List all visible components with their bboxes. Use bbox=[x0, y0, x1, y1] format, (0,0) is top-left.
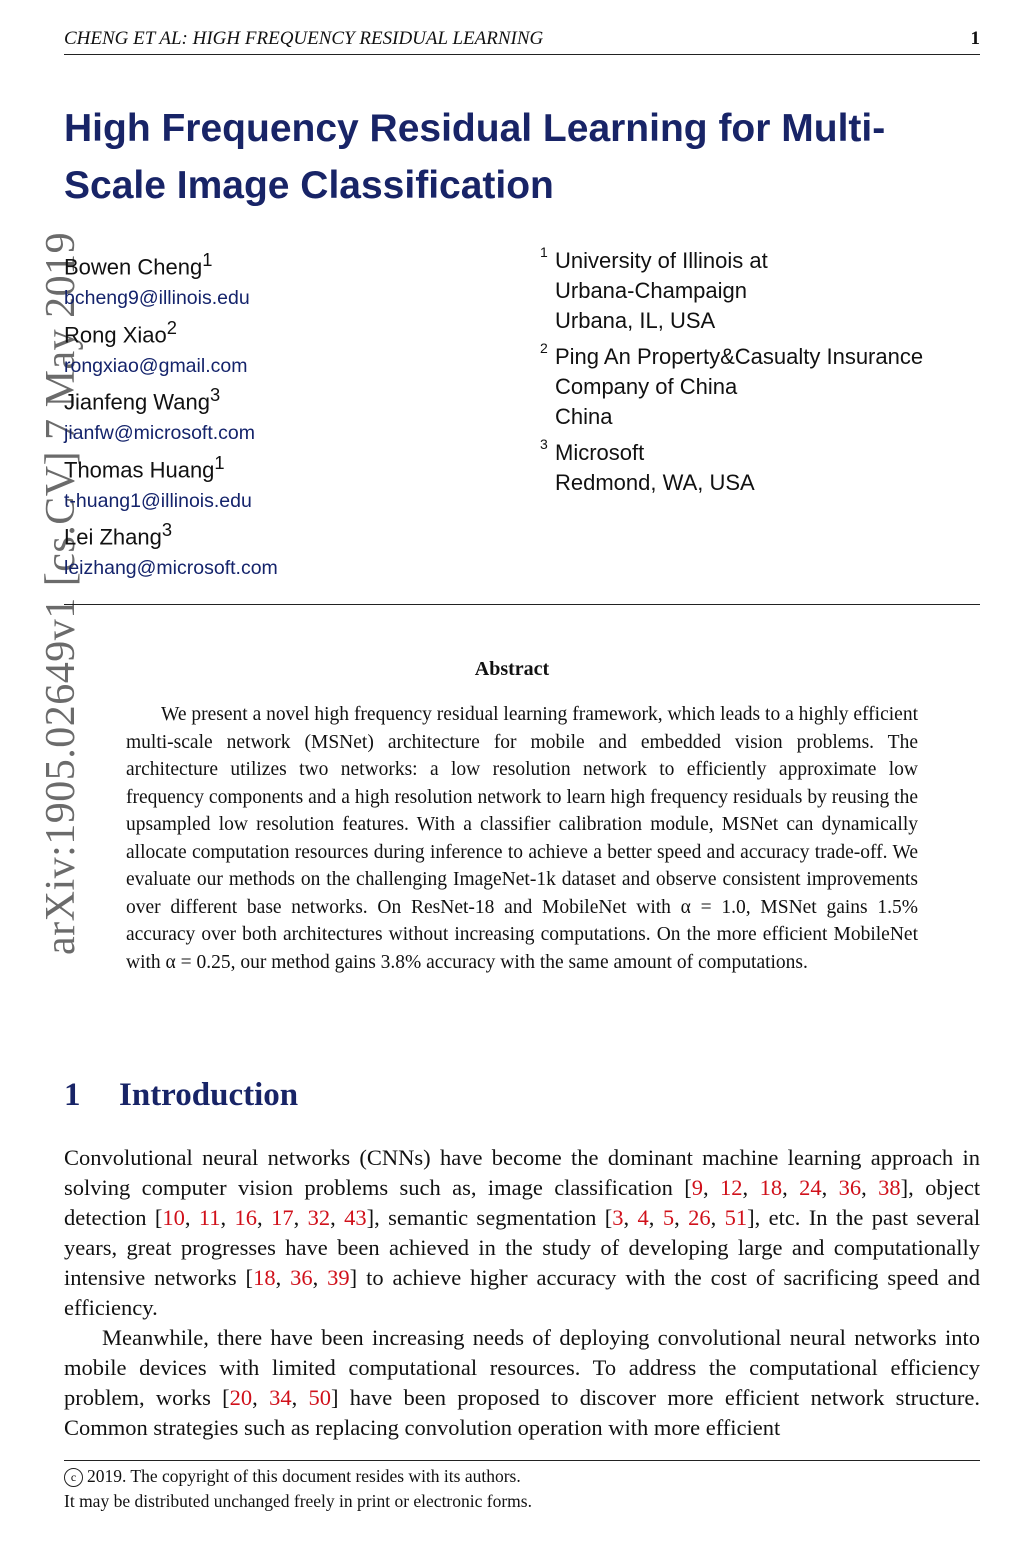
body-text: , bbox=[623, 1205, 638, 1230]
author-entry bbox=[64, 379, 504, 447]
author-name-line bbox=[64, 447, 504, 486]
body-text: , bbox=[861, 1175, 879, 1200]
author-entry bbox=[64, 447, 504, 515]
body-text: ] have been proposed to discover more efficient network structure. Common strategies such as replacing convolution operation with more efficient bbox=[64, 1385, 980, 1440]
footnote-line-2: It may be distributed unchanged freely in print or electronic forms. bbox=[64, 1491, 532, 1511]
author-name: Thomas Huang bbox=[64, 456, 215, 482]
body-text: , bbox=[703, 1175, 721, 1200]
citation-link[interactable]: 26 bbox=[688, 1205, 711, 1230]
affiliation-line: Ping An Property&Casualty Insurance bbox=[555, 344, 924, 369]
citation-link[interactable]: 16 bbox=[234, 1205, 258, 1230]
citation-link[interactable]: 10 bbox=[162, 1205, 185, 1230]
author-entry bbox=[64, 514, 504, 582]
body-text: , bbox=[252, 1385, 270, 1410]
body-text: , bbox=[821, 1175, 839, 1200]
citation-link[interactable]: 18 bbox=[253, 1265, 276, 1290]
paper-title: High Frequency Residual Learning for Multi-Scale Image Classification bbox=[64, 107, 886, 207]
body-text: , bbox=[291, 1385, 309, 1410]
citation-link[interactable]: 12 bbox=[720, 1175, 743, 1200]
author-email[interactable]: bcheng9@illinois.edu bbox=[64, 287, 250, 310]
copyright-footnote bbox=[64, 1464, 532, 1514]
citation-link[interactable]: 20 bbox=[229, 1385, 253, 1410]
citation-link[interactable]: 24 bbox=[799, 1175, 822, 1200]
body-text: , bbox=[782, 1175, 800, 1200]
affiliation-list bbox=[540, 246, 1010, 504]
citation-link[interactable]: 38 bbox=[878, 1175, 901, 1200]
citation-link[interactable]: 9 bbox=[691, 1175, 704, 1200]
affiliation-line: China bbox=[555, 404, 613, 429]
author-entry bbox=[64, 244, 504, 312]
body-text: , bbox=[710, 1205, 725, 1230]
page-number: 1 bbox=[970, 28, 980, 49]
body-text: , bbox=[293, 1205, 308, 1230]
citation-link[interactable]: 3 bbox=[612, 1205, 624, 1230]
author-name: Bowen Cheng bbox=[64, 254, 203, 280]
body-text: , bbox=[674, 1205, 689, 1230]
citation-link[interactable]: 5 bbox=[662, 1205, 675, 1230]
section-title: Introduction bbox=[119, 1077, 299, 1113]
body-text: ], object detection [ bbox=[64, 1175, 981, 1230]
citation-link[interactable]: 11 bbox=[198, 1205, 221, 1230]
author-name-line bbox=[64, 244, 504, 283]
author-email[interactable]: t-huang1@illinois.edu bbox=[64, 489, 252, 512]
section-heading bbox=[64, 1077, 298, 1114]
author-name: Rong Xiao bbox=[64, 321, 167, 347]
body-text: , bbox=[220, 1205, 235, 1230]
affiliation-marker: 1 bbox=[540, 244, 548, 260]
section-number: 1 bbox=[64, 1077, 81, 1113]
affiliation bbox=[540, 438, 1010, 498]
body-text: Convolutional neural networks (CNNs) have become the dominant machine learning approach in solving computer vision problems such as, image classification [ bbox=[64, 1145, 980, 1200]
author-list bbox=[64, 244, 504, 582]
abstract-heading: Abstract bbox=[474, 658, 550, 680]
body-paragraph bbox=[64, 1143, 980, 1323]
title-divider bbox=[64, 604, 980, 605]
copyright-icon: c bbox=[64, 1468, 83, 1487]
citation-link[interactable]: 34 bbox=[269, 1385, 292, 1410]
footnote-line-1: 2019. The copyright of this document resides with its authors. bbox=[87, 1466, 521, 1486]
citation-link[interactable]: 36 bbox=[838, 1175, 862, 1200]
body-text: , bbox=[184, 1205, 199, 1230]
introduction-body bbox=[64, 1143, 980, 1443]
affiliation-line: Microsoft bbox=[555, 440, 645, 465]
citation-link[interactable]: 17 bbox=[271, 1205, 294, 1230]
author-email[interactable]: rongxiao@gmail.com bbox=[64, 354, 248, 377]
abstract-text: We present a novel high frequency residual learning framework, which leads to a highly efficient multi-scale network (MSNet) architecture for mobile and embedded vision problems. The architecture utilizes two networks: a low resolution network to efficiently approximate low frequency components and a high resolution network to learn high frequency residuals by reusing the upsampled low resolution features. With a classifier calibration module, MSNet can dynamically allocate computation resources during inference to achieve a better speed and accuracy trade-off. We evaluate our methods on the challenging ImageNet-1k dataset and observe consistent improvements over different base networks. On ResNet-18 and MobileNet with α = 1.0, MSNet gains 1.5% accuracy over both architectures without increasing computations. On the more efficient MobileNet with α = 0.25, our method gains 3.8% accuracy with the same amount of computations. bbox=[126, 704, 918, 973]
body-text: ], etc. In the past several years, great progresses have been achieved in the study of developing large and computationally intensive networks [ bbox=[64, 1205, 981, 1290]
author-affil-marker: 2 bbox=[166, 316, 177, 338]
citation-link[interactable]: 39 bbox=[327, 1265, 350, 1290]
affiliation-line: Urbana, IL, USA bbox=[555, 308, 716, 333]
citation-link[interactable]: 51 bbox=[724, 1205, 748, 1230]
affiliation-line: Company of China bbox=[555, 374, 738, 399]
author-affil-marker: 1 bbox=[202, 249, 213, 270]
body-text: ] to achieve higher accuracy with the cost of sacrificing speed and efficiency. bbox=[64, 1265, 981, 1320]
affiliation bbox=[540, 246, 1010, 336]
running-header bbox=[64, 28, 980, 55]
body-text: , bbox=[648, 1205, 663, 1230]
running-title: CHENG ET AL: HIGH FREQUENCY RESIDUAL LEARNING bbox=[64, 28, 544, 49]
author-affil-marker: 1 bbox=[214, 451, 225, 473]
author-email[interactable]: leizhang@microsoft.com bbox=[64, 557, 278, 580]
citation-link[interactable]: 50 bbox=[308, 1385, 331, 1410]
arxiv-stamp: arXiv:1905.02649v1 [cs.CV] 7 May 2019 bbox=[38, 231, 84, 955]
citation-link[interactable]: 36 bbox=[290, 1265, 313, 1290]
body-text: Meanwhile, there have been increasing needs of deploying convolutional neural networks into mobile devices with limited computational resources. To address the computational efficiency problem, works [ bbox=[64, 1325, 980, 1410]
citation-link[interactable]: 32 bbox=[307, 1205, 331, 1230]
affiliation-line: University of Illinois at bbox=[555, 248, 768, 273]
author-affil-marker: 3 bbox=[161, 519, 173, 540]
citation-link[interactable]: 4 bbox=[637, 1205, 649, 1230]
body-text: , bbox=[257, 1205, 272, 1230]
body-text: ], semantic segmentation [ bbox=[366, 1205, 613, 1230]
body-text: , bbox=[312, 1265, 328, 1290]
author-entry bbox=[64, 312, 504, 380]
citation-link[interactable]: 18 bbox=[759, 1175, 783, 1200]
affiliation-line: Redmond, WA, USA bbox=[555, 470, 755, 495]
footnote-divider bbox=[64, 1460, 980, 1461]
author-email[interactable]: jianfw@microsoft.com bbox=[64, 422, 256, 445]
body-text: , bbox=[275, 1265, 291, 1290]
body-text: , bbox=[330, 1205, 345, 1230]
author-name-line bbox=[64, 379, 504, 418]
author-name-line bbox=[64, 312, 504, 351]
author-name: Jianfeng Wang bbox=[64, 389, 210, 415]
citation-link[interactable]: 43 bbox=[344, 1205, 367, 1230]
author-name-line bbox=[64, 514, 504, 553]
author-name: Lei Zhang bbox=[64, 524, 162, 550]
affiliation-line: Urbana-Champaign bbox=[555, 278, 747, 303]
body-text: , bbox=[742, 1175, 760, 1200]
body-paragraph bbox=[64, 1323, 980, 1443]
affiliation-marker: 3 bbox=[540, 436, 548, 452]
affiliation-marker: 2 bbox=[540, 340, 548, 356]
author-affil-marker: 3 bbox=[209, 384, 221, 405]
affiliation bbox=[540, 342, 1010, 432]
